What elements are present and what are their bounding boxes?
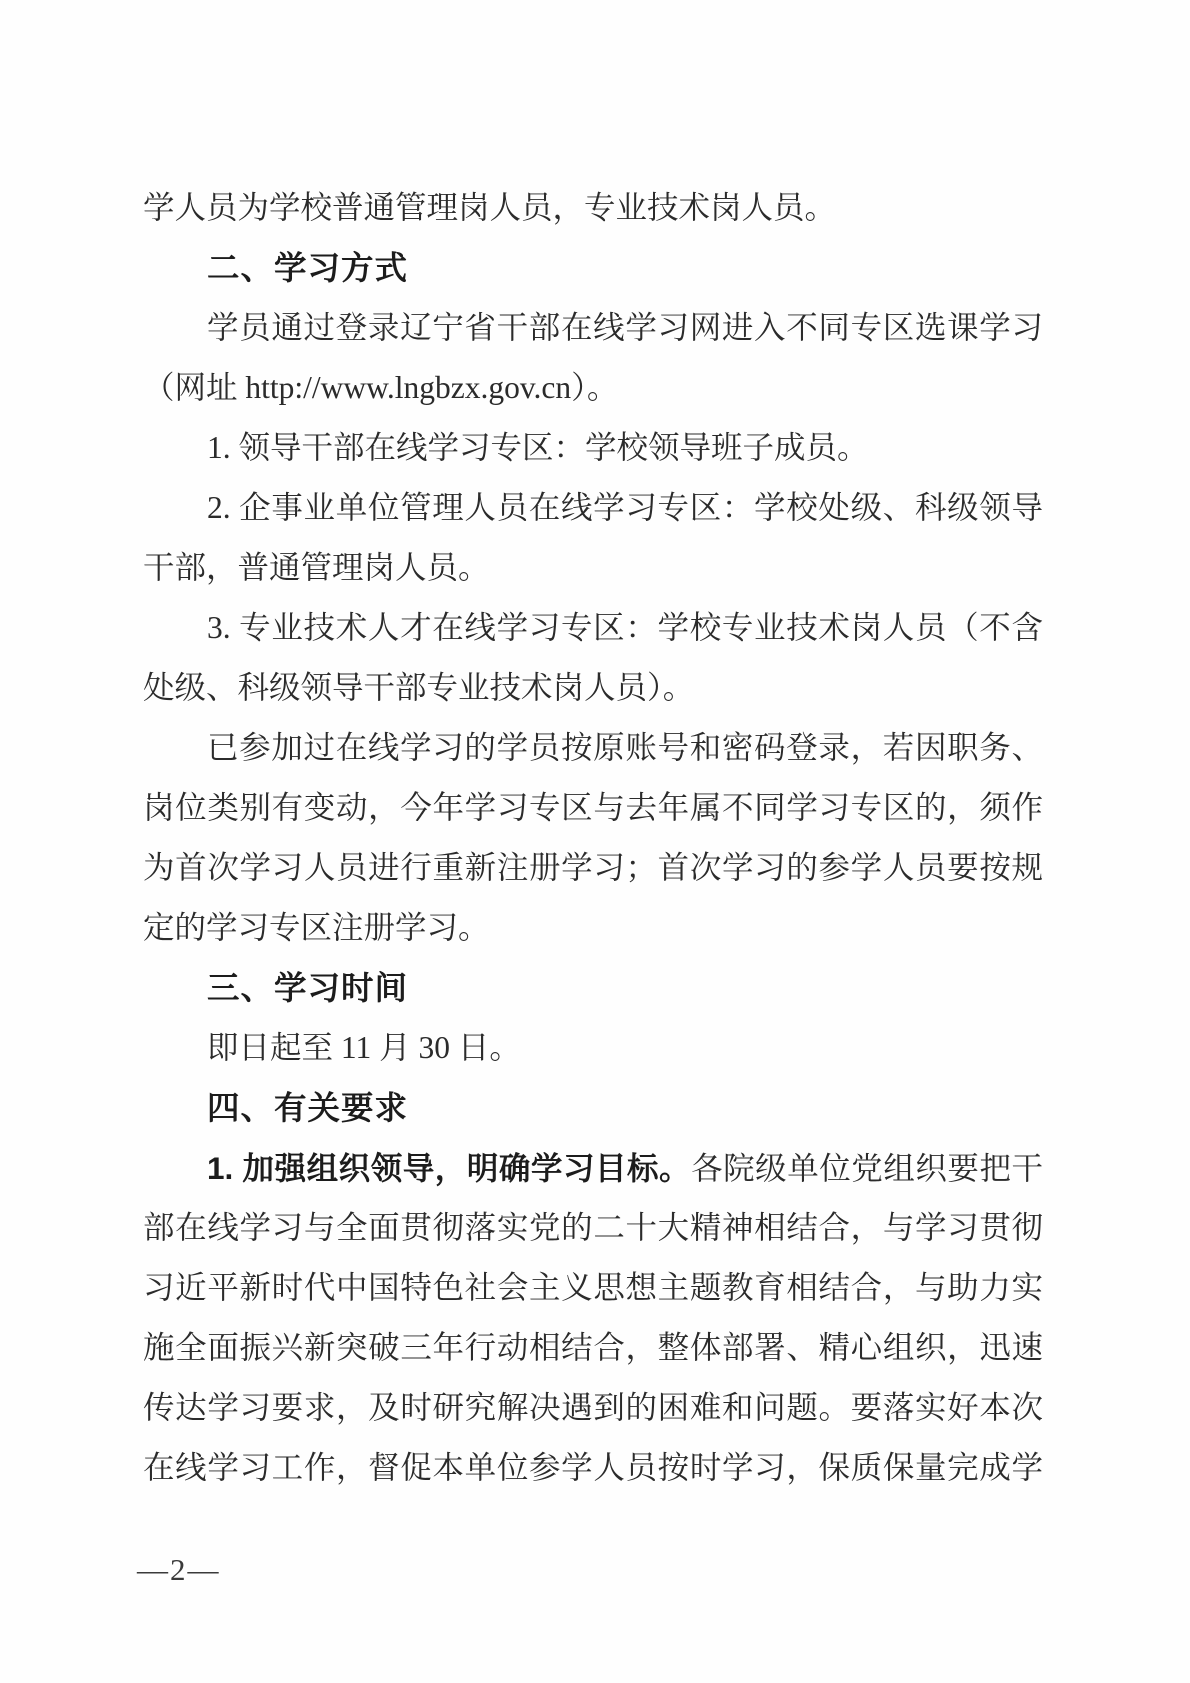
body-line: 学人员为学校普通管理岗人员，专业技术岗人员。: [143, 190, 837, 225]
requirement-tail: 各院级单位党组织要把干: [691, 1151, 1043, 1186]
body-line: 学员通过登录辽宁省干部在线学习网进入不同专区选课学习: [207, 310, 1043, 345]
body-line: 在线学习工作，督促本单位参学人员按时学习，保质保量完成学: [143, 1450, 1043, 1485]
body-line: 习近平新时代中国特色社会主义思想主题教育相结合，与助力实: [143, 1270, 1043, 1305]
body-line: 传达学习要求，及时研究解决遇到的困难和问题。要落实好本次: [143, 1390, 1043, 1425]
body-line: 施全面振兴新突破三年行动相结合，整体部署、精心组织，迅速: [143, 1330, 1043, 1365]
list-item-2: 2. 企事业单位管理人员在线学习专区：学校处级、科级领导: [207, 490, 1043, 525]
requirement-line: [143, 1138, 1043, 1198]
body-line: 处级、科级领导干部专业技术岗人员）。: [143, 670, 695, 705]
list-item-3: 3. 专业技术人才在线学习专区：学校专业技术岗人员（不含: [207, 610, 1043, 645]
body-line-date: 即日起至 11 月 30 日。: [207, 1030, 521, 1065]
body-line: 为首次学习人员进行重新注册学习；首次学习的参学人员要按规: [143, 850, 1043, 885]
body-line: 部在线学习与全面贯彻落实党的二十大精神相结合，与学习贯彻: [143, 1210, 1043, 1245]
requirement-bold-lead: 1. 加强组织领导，明确学习目标。: [207, 1150, 692, 1186]
section-heading-4: 四、有关要求: [207, 1090, 409, 1126]
body-line-url: （网址 http://www.lngbzx.gov.cn）。: [143, 370, 619, 405]
body-line: 岗位类别有变动，今年学习专区与去年属不同学习专区的，须作: [143, 790, 1043, 825]
body-line: 已参加过在线学习的学员按原账号和密码登录，若因职务、: [207, 730, 1043, 765]
page-number: —2—: [137, 1552, 221, 1587]
section-heading-2: 二、学习方式: [207, 250, 409, 286]
list-item-1: 1. 领导干部在线学习专区：学校领导班子成员。: [207, 430, 869, 465]
document-body: [143, 178, 1043, 1498]
section-heading-3: 三、学习时间: [207, 970, 409, 1006]
body-line: 干部，普通管理岗人员。: [143, 550, 490, 585]
body-line: 定的学习专区注册学习。: [143, 910, 490, 945]
